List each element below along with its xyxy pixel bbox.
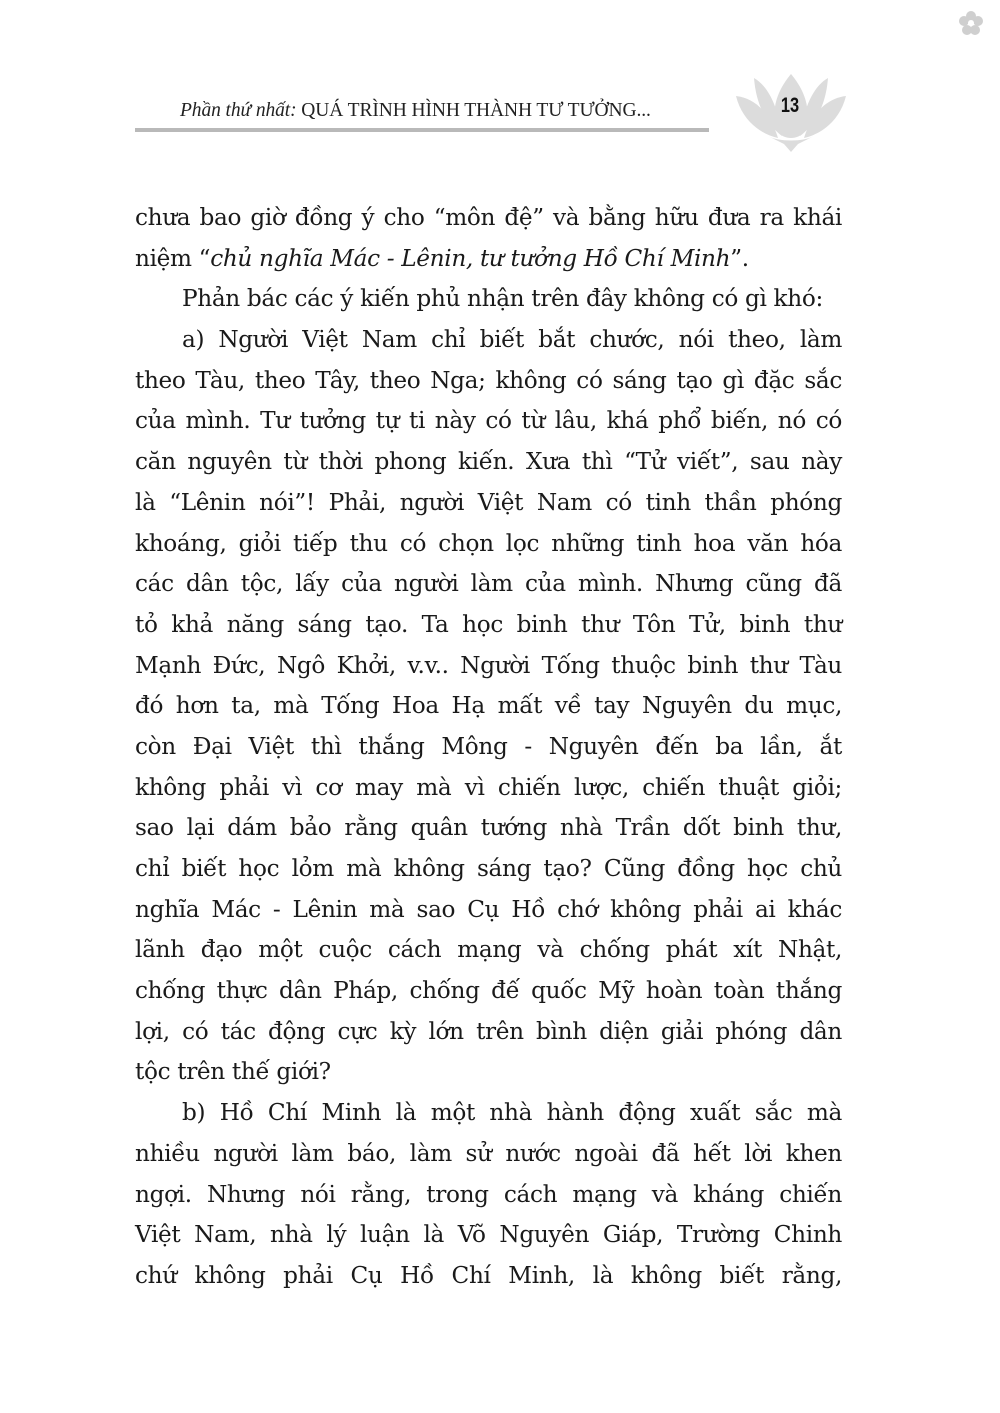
text-line: là “Lênin nói”! Phải, người Việt Nam có tinh thần phóng <box>135 488 842 516</box>
text-line: đó hơn ta, mà Tống Hoa Hạ mất về tay Nguyên du mục, <box>135 692 842 720</box>
paragraph-start: Phản bác các ý kiến phủ nhận trên đây không có gì khó: <box>182 285 823 313</box>
text-line: theo Tàu, theo Tây, theo Nga; không có sáng tạo gì đặc sắc <box>135 366 842 394</box>
text-line: Việt Nam, nhà lý luận là Võ Nguyên Giáp, Trường Chinh <box>135 1221 842 1249</box>
paragraph-start: a) Người Việt Nam chỉ biết bắt chước, nói theo, làm <box>182 326 842 354</box>
text-line: sao lại dám bảo rằng quân tướng nhà Trần dốt binh thư, <box>135 814 842 842</box>
text-line: tộc trên thế giới? <box>135 1058 331 1086</box>
text-line: chứ không phải Cụ Hồ Chí Minh, là không biết rằng, <box>135 1261 842 1289</box>
text-line: lãnh đạo một cuộc cách mạng và chống phát xít Nhật, <box>135 936 842 964</box>
text-line: chống thực dân Pháp, chống đế quốc Mỹ hoàn toàn thắng <box>135 977 842 1005</box>
text-line <box>135 239 842 280</box>
header-chapter-title: QUÁ TRÌNH HÌNH THÀNH TƯ TƯỞNG... <box>296 100 651 121</box>
text-line: ngợi. Nhưng nói rằng, trong cách mạng và kháng chiến <box>135 1180 842 1208</box>
text-line: lợi, có tác động cực kỳ lớn trên bình diện giải phóng dân <box>135 1017 842 1045</box>
text-line: khoáng, giỏi tiếp thu có chọn lọc những tinh hoa văn hóa <box>135 529 842 557</box>
text-line: nhiều người làm báo, làm sử nước ngoài đã hết lời khen <box>135 1139 842 1167</box>
italic-term: chủ nghĩa Mác - Lênin, tư tưởng Hồ Chí Minh <box>210 244 731 272</box>
body-text <box>135 198 842 1297</box>
text-span: niệm “ <box>135 244 211 272</box>
text-line: Mạnh Đức, Ngô Khởi, v.v.. Người Tống thuộc binh thư Tàu <box>135 651 842 679</box>
text-line: nghĩa Mác - Lênin mà sao Cụ Hồ chớ không phải ai khác <box>135 895 842 923</box>
text-span: ”. <box>730 244 749 272</box>
running-header <box>135 100 710 130</box>
paragraph-start: b) Hồ Chí Minh là một nhà hành động xuất sắc mà <box>182 1099 842 1127</box>
text-line: căn nguyên từ thời phong kiến. Xưa thì “Tử viết”, sau này <box>135 448 842 476</box>
text-line: không phải vì cơ may mà vì chiến lược, chiến thuật giỏi; <box>135 773 842 801</box>
text-line: các dân tộc, lấy của người làm của mình. Nhưng cũng đã <box>135 570 842 598</box>
text-line: của mình. Tư tưởng tự ti này có từ lâu, khá phổ biến, nó có <box>135 407 842 435</box>
text-line: tỏ khả năng sáng tạo. Ta học binh thư Tôn Tử, binh thư <box>135 610 842 638</box>
header-rule <box>135 128 709 132</box>
header-part-label: Phần thứ nhất: <box>180 100 297 121</box>
flower-icon <box>958 10 984 36</box>
text-line: còn Đại Việt thì thắng Mông - Nguyên đến ba lần, ắt <box>135 732 842 760</box>
text-line: chỉ biết học lỏm mà không sáng tạo? Cũng đồng học chủ <box>135 855 842 882</box>
page-number: 13 <box>780 94 800 117</box>
header-title <box>180 100 651 122</box>
text-line: chưa bao giờ đồng ý cho “môn đệ” và bằng hữu đưa ra khái <box>135 204 842 231</box>
